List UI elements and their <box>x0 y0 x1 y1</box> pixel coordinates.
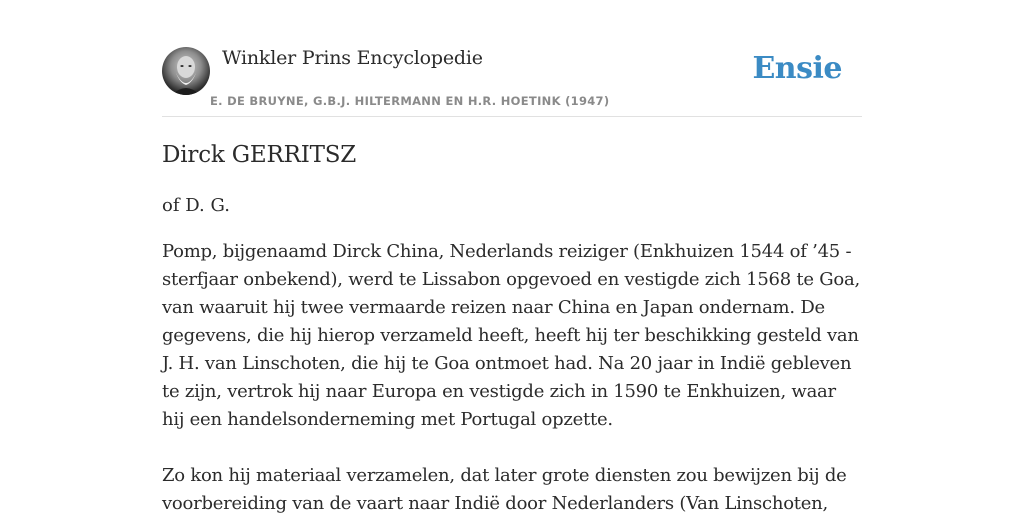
portrait-avatar-icon[interactable] <box>162 47 210 95</box>
article-subtitle: of D. G. <box>162 195 230 216</box>
source-header <box>162 46 862 117</box>
article-paragraph: Zo kon hij materiaal verzamelen, dat later grote diensten zou bewijzen bij de voorbereiding van de vaart naar Indië door Nederlanders (Van Linschoten, <box>162 465 847 514</box>
article-paragraph: Pomp, bijgenaamd Dirck China, Nederlands reiziger (Enkhuizen 1544 of ’45 - sterfjaar onbekend), werd te Lissabon opgevoed en vestigde zich 1568 te Goa, van waaruit hij twee vermaarde reizen naar China en Japan ondernam. De gegevens, die hij hierop verzameld heeft, heeft hij ter beschikking gesteld van J. H. van Linschoten, die hij te Goa ontmoet had. Na 20 jaar in Indië gebleven te zijn, vertrok hij naar Europa en vestigde zich in 1590 te Enkhuizen, waar hij een handelsonderneming met Portugal opzette. <box>162 241 860 430</box>
source-authors: E. DE BRUYNE, G.B.J. HILTERMANN EN H.R. HOETINK (1947) <box>210 94 610 108</box>
ensie-logo[interactable]: Ensie <box>752 51 842 86</box>
page-title: Dirck GERRITSZ <box>162 142 357 168</box>
article-body <box>162 140 862 518</box>
source-title[interactable]: Winkler Prins Encyclopedie <box>222 47 483 69</box>
